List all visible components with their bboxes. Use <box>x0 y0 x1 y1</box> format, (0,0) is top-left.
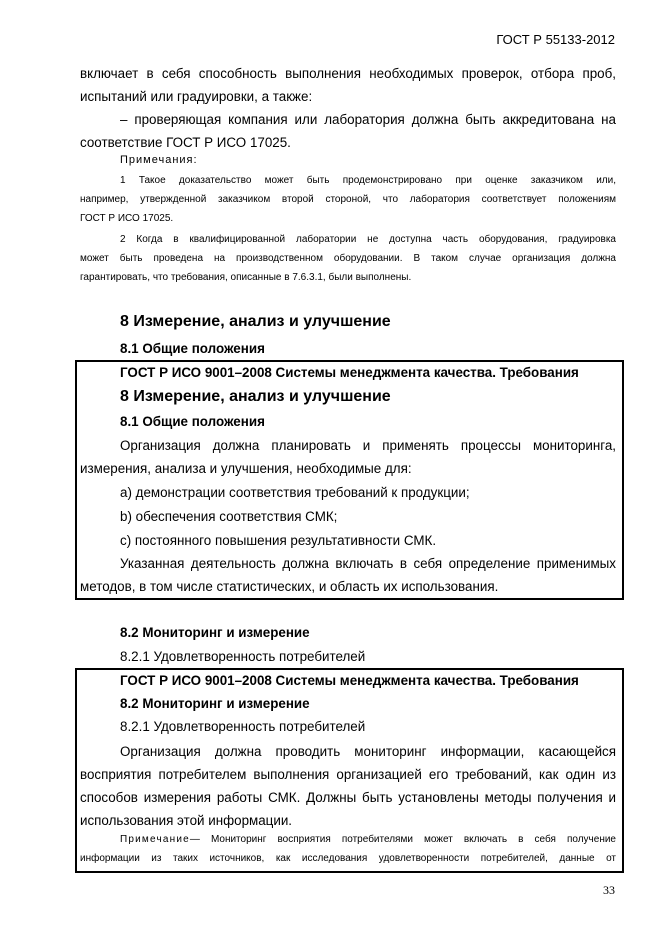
note-line: гарантировать, что требования, описанные в 7.6.3.1, были выполнены. <box>80 272 412 283</box>
note-line: 1 Такое доказательство может быть продемонстрировано при оценке заказчиком или, <box>120 175 616 186</box>
subsection-title: 8.2 Мониторинг и измерение <box>120 625 310 640</box>
paragraph-line: восприятия потребителем выполнения организацией его требований, как один из <box>80 767 616 782</box>
paragraph-line: испытаний или градуировки, а также: <box>80 89 313 104</box>
note-text: — Мониторинг восприятия потребителями может включать в себя получение <box>189 834 616 845</box>
note-label: Примечание <box>120 834 190 845</box>
subsubsection-title: 8.2.1 Удовлетворенность потребителей <box>120 649 366 664</box>
page-number: 33 <box>603 883 615 897</box>
box-section-title: 8.2 Мониторинг и измерение <box>120 696 310 711</box>
note-line <box>120 830 616 849</box>
paragraph-line: измерения, анализа и улучшения, необходимые для: <box>80 461 412 476</box>
note-line: например, утвержденной заказчиком второй стороной, что лаборатория соответствует положениям <box>80 194 616 205</box>
notes-heading: Примечания: <box>120 154 198 166</box>
note-line: ГОСТ Р ИСО 17025. <box>80 213 174 224</box>
paragraph-line: способов измерения работы СМК. Должны быть установлены методы получения и <box>80 790 616 805</box>
paragraph-line: включает в себя способность выполнения необходимых проверок, отбора проб, <box>80 66 616 81</box>
paragraph-line: методов, в том числе статистических, и область их использования. <box>80 579 499 594</box>
paragraph-line: соответствие ГОСТ Р ИСО 17025. <box>80 135 291 150</box>
note-line: информации из таких источников, как исследования удовлетворенности потребителей, данные от <box>80 853 616 864</box>
standard-reference: ГОСТ Р ИСО 9001–2008 Системы менеджмента качества. Требования <box>120 673 579 688</box>
list-item: a) демонстрации соответствия требований к продукции; <box>120 485 470 500</box>
standard-reference: ГОСТ Р ИСО 9001–2008 Системы менеджмента качества. Требования <box>120 365 579 380</box>
box-subsection-title: 8.2.1 Удовлетворенность потребителей <box>120 719 366 734</box>
note-line: может быть проведена на производственном оборудовании. В таком случае организация должна <box>80 253 616 264</box>
box-subsection-title: 8.1 Общие положения <box>120 414 265 429</box>
paragraph-line: – проверяющая компания или лаборатория должна быть аккредитована на <box>120 112 616 127</box>
section-title: 8 Измерение, анализ и улучшение <box>120 313 391 330</box>
box-section-title: 8 Измерение, анализ и улучшение <box>120 388 391 405</box>
paragraph-line: Организация должна планировать и применять процессы мониторинга, <box>120 438 616 453</box>
paragraph-line: Указанная деятельность должна включать в себя определение применимых <box>120 556 616 571</box>
note-line: 2 Когда в квалифицированной лаборатории не доступна часть оборудования, градуировка <box>120 234 616 245</box>
list-item: b) обеспечения соответствия СМК; <box>120 509 338 524</box>
document-id: ГОСТ Р 55133-2012 <box>496 32 615 47</box>
paragraph-line: Организация должна проводить мониторинг информации, касающейся <box>120 744 616 759</box>
paragraph-line: использования этой информации. <box>80 813 293 828</box>
subsection-title: 8.1 Общие положения <box>120 341 265 356</box>
list-item: c) постоянного повышения результативности СМК. <box>120 533 437 548</box>
